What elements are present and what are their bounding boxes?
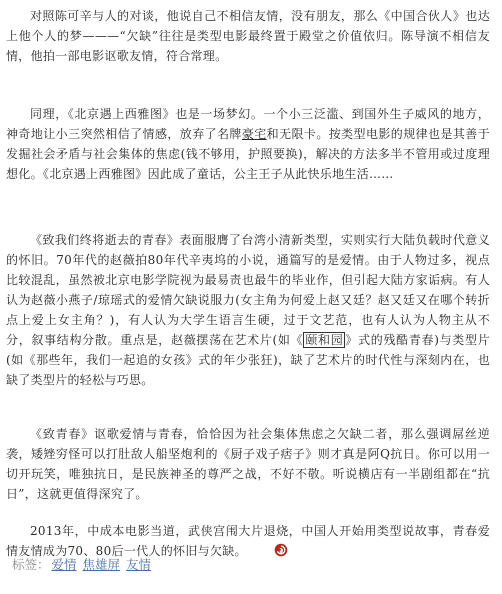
paragraph-2 — [6, 104, 490, 184]
paragraph-3-text-a: 《致我们终将逝去的青春》表面服膺了台湾小清新类型，实则实行大陆负载时代意义的怀旧。70年代的赵薇拍80年代辛夷坞的小说，通篇写的是爱情。由于人物过多，视点比较混乱，虽然被北京电影学院视为最易责也最牛的毕业作，但引起大陆方家诟病。有人认为赵薇小燕子/琼瑶式的爱情欠缺说服力(女主角为何爱上赵又廷？赵又廷又在哪个转折点上爱上女主角？)，有人认为大学生语言生硬，过于文艺范，也有人认为人物主从不分，叙事结构分散。重点是，赵薇摆荡在艺术片(如《 — [6, 233, 490, 347]
tag-link-author[interactable]: 焦雄屏 — [82, 557, 121, 572]
paragraph-1-text: 对照陈可辛与人的对谈，他说自己不相信友情，没有朋友，那么《中国合伙人》也达上他个人的梦———“欠缺”往往是类型电影最终置于殿堂之价值依归。陈导演不相信友情，他拍一部电影讴歌友情，符合常理。 — [6, 9, 490, 63]
boxed-keyword[interactable]: 颐和园 — [305, 333, 344, 347]
paragraph-3 — [6, 230, 490, 390]
swirl-logo-icon — [250, 543, 264, 557]
paragraph-2-text-a: 同理，《北京遇上西雅图》也是一场梦幻。一个小三泛滥、到国外生子威风的地方，神奇地让小三突然相信了情感，放弃了名牌 — [6, 107, 490, 141]
tags-row — [12, 555, 157, 575]
paragraph-4 — [6, 424, 490, 504]
paragraph-2-text-b: 和无限卡。按类型电影的规律也是其善于发掘社会矛盾与社会集体的焦虑(钱不够用，护照要换)，解决的方法多半不管用或过度理想化。《北京遇上西雅图》因此成了童话，公主王子从此快乐地生活…… — [6, 127, 490, 181]
tags-label: 标签： — [12, 557, 50, 572]
paragraph-4-text: 《致青春》讴歌爱情与青春，恰恰因为社会集体焦虑之欠缺二者，那么强调屌丝逆袭，矮矬穷怪可以打肚敌人船坚炮利的《厨子戏子痞子》则才真是阿Q抗日。你可以用一切开玩笑，唯独抗日，是民族神圣的尊严之战，不好不敬。听说横店有一半剧组都在“抗日”，这就更值得深究了。 — [6, 427, 490, 501]
paragraph-5-text: 2013年，中成本电影当道，武侠宫闱大片退烧，中国人开始用类型说故事，青春爱情友情成为70、80后一代人的怀旧与欠缺。 — [6, 524, 490, 558]
paragraph-1 — [6, 6, 490, 66]
underlined-keyword[interactable]: 豪宅 — [241, 127, 267, 141]
paragraph-3-text-b: 》式的残酷青春)与类型片(如《那些年，我们一起追的女孩》式的年少张狂)，缺了艺术片的时代性与深刻内在，也缺了类型片的轻松与巧思。 — [6, 333, 490, 387]
tag-link-friendship[interactable]: 友情 — [126, 557, 152, 572]
tag-link-love[interactable]: 爱情 — [51, 557, 77, 572]
